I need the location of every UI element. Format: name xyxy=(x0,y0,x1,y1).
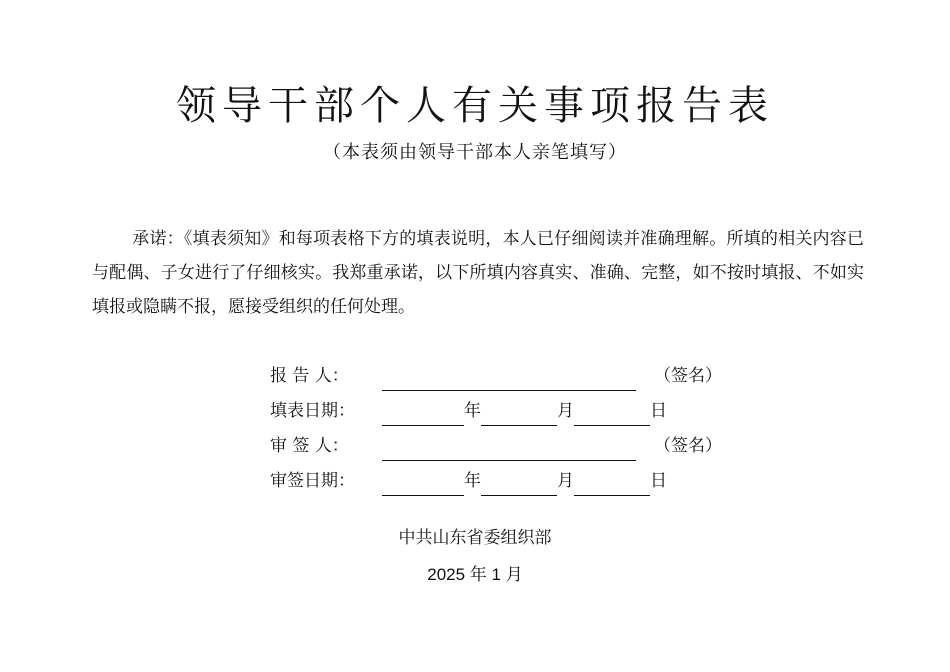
pledge-text: 承诺：《填表须知》和每项表格下方的填表说明，本人已仔细阅读并准确理解。所填的相关内容已与配偶、子女进行了仔细核实。我郑重承诺，以下所填内容真实、准确、完整，如不按时填报、不如实填报或隐瞒不报，愿接受组织的任何处理。 xyxy=(92,229,864,317)
fill-day-unit: 日 xyxy=(650,401,667,421)
fill-date-row xyxy=(270,396,667,426)
form-subtitle: （本表须由领导干部本人亲笔填写） xyxy=(323,142,627,163)
review-year-unit: 年 xyxy=(464,471,481,491)
review-year-line[interactable] xyxy=(382,473,464,496)
form-title: 领导干部个人有关事项报告表 xyxy=(176,83,774,129)
reviewer-signature-note: （签名） xyxy=(654,436,722,456)
fill-year-line[interactable] xyxy=(382,403,464,426)
issue-date: 2025 年 1 月 xyxy=(427,565,523,584)
reporter-signature-line[interactable] xyxy=(382,368,636,391)
reporter-label: 报 告 人： xyxy=(270,366,349,386)
review-month-unit: 月 xyxy=(557,471,574,491)
fill-month-line[interactable] xyxy=(481,403,557,426)
pledge-paragraph xyxy=(92,222,864,324)
reporter-signature-note: （签名） xyxy=(654,366,722,386)
review-day-unit: 日 xyxy=(650,471,667,491)
review-date-label: 审签日期： xyxy=(270,471,355,491)
reviewer-signature-line[interactable] xyxy=(382,438,636,461)
reporter-row xyxy=(270,361,722,391)
fill-date-label: 填表日期： xyxy=(270,401,355,421)
issuer: 中共山东省委组织部 xyxy=(398,528,552,548)
fill-year-unit: 年 xyxy=(464,401,481,421)
review-day-line[interactable] xyxy=(574,473,650,496)
reviewer-row xyxy=(270,431,722,461)
fill-month-unit: 月 xyxy=(557,401,574,421)
fill-day-line[interactable] xyxy=(574,403,650,426)
review-date-row xyxy=(270,466,667,496)
reviewer-label: 审 签 人： xyxy=(270,436,349,456)
review-month-line[interactable] xyxy=(481,473,557,496)
